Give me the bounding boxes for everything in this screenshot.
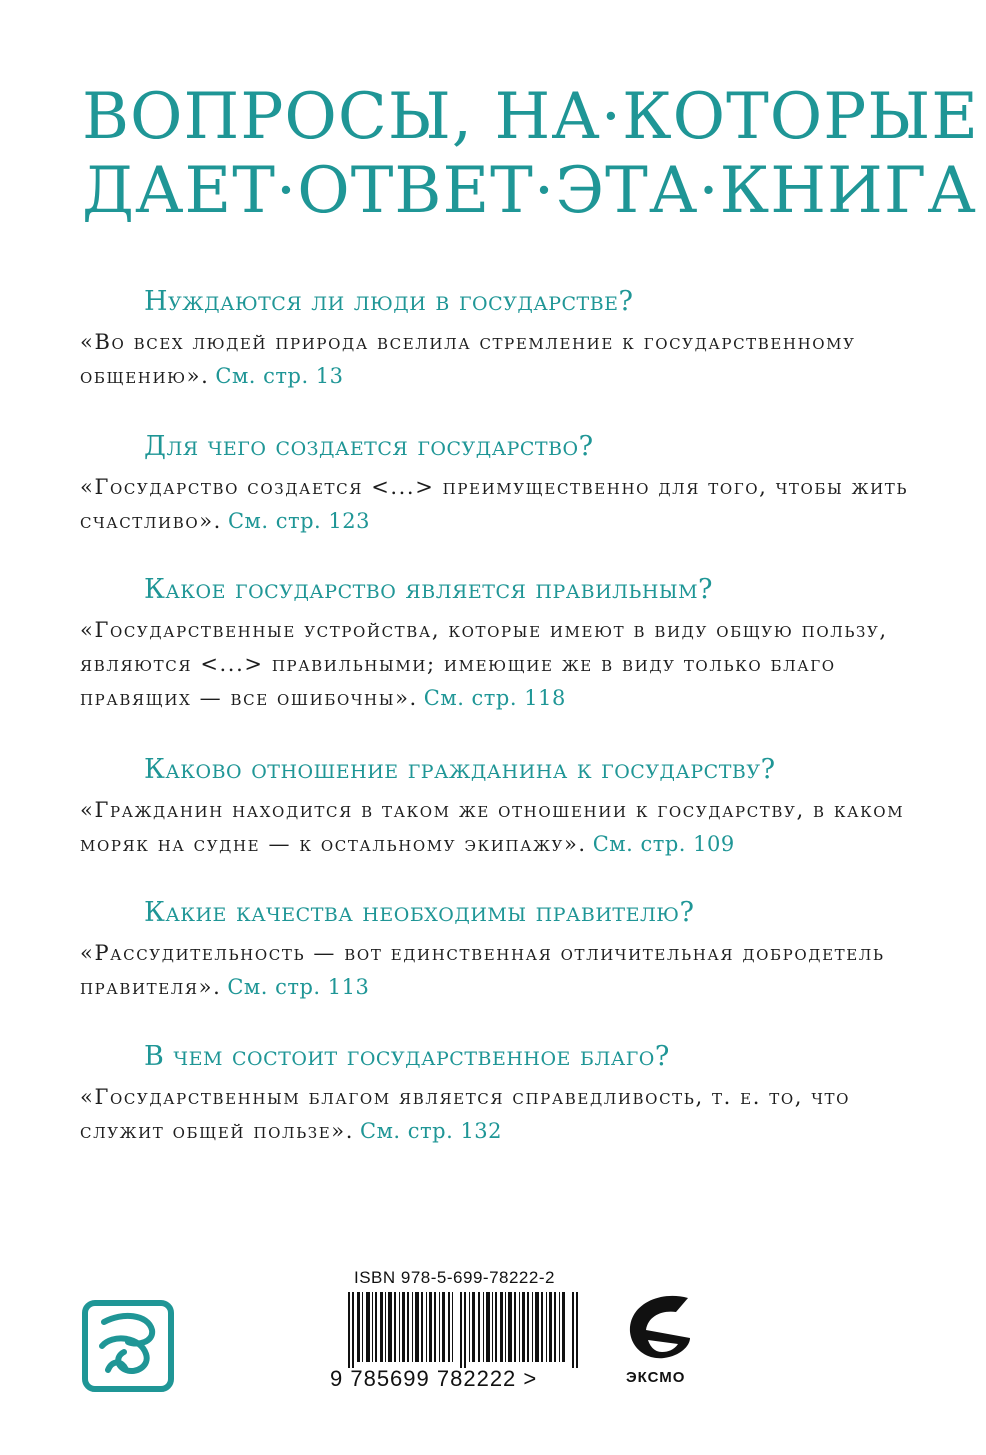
- page-reference: См. стр. 118: [423, 686, 566, 710]
- quote: [80, 470, 920, 538]
- page-title: [82, 80, 979, 228]
- quote-text: «Рассудительность — вот единственная отличительная добродетель правителя».: [80, 941, 885, 999]
- page-reference: См. стр. 13: [215, 364, 344, 388]
- qa-item-6: [80, 1040, 920, 1148]
- series-logo-icon: [82, 1300, 174, 1392]
- page-reference: См. стр. 109: [592, 832, 735, 856]
- question: Нуждаются ли люди в государстве?: [144, 286, 634, 317]
- qa-item-3: [80, 573, 920, 715]
- quote: [80, 613, 920, 715]
- page-reference: См. стр. 113: [227, 975, 370, 999]
- qa-item-4: [80, 753, 920, 861]
- quote: [80, 1080, 920, 1148]
- quote: [80, 936, 920, 1004]
- quote: [80, 325, 920, 393]
- quote-text: «Государственные устройства, которые имеют в виду общую пользу, являются <...> правильными; имеющие же в виду только благо правящих — все ошибочны».: [80, 618, 888, 710]
- question: Каково отношение гражданина к государству?: [144, 754, 776, 785]
- qa-item-1: [80, 285, 920, 393]
- question: Какое государство является правильным?: [144, 574, 714, 605]
- question: Для чего создается государство?: [144, 431, 594, 462]
- quote-text: «Государственным благом является справедливость, т. е. то, что служит общей пользе».: [80, 1085, 851, 1143]
- quote-text: «Государство создается <...> преимущественно для того, чтобы жить счастливо».: [80, 475, 909, 533]
- isbn-text: ISBN 978-5-699-78222-2: [354, 1268, 555, 1287]
- quote-text: «Во всех людей природа вселила стремление к государственному общению».: [80, 330, 856, 388]
- page-reference: См. стр. 123: [227, 509, 370, 533]
- qa-item-2: [80, 430, 920, 538]
- question: В чем состоит государственное благо?: [144, 1041, 670, 1072]
- title-line-1: ВОПРОСЫ, НА·КОТОРЫЕ: [82, 80, 979, 154]
- quote: [80, 793, 920, 861]
- title-line-2: ДАЕТ·ОТВЕТ·ЭТА·КНИГА: [82, 154, 977, 228]
- barcode-number: 9 785699 782222 >: [330, 1366, 538, 1391]
- qa-item-5: [80, 896, 920, 1004]
- barcode-block: [330, 1268, 600, 1398]
- page-reference: См. стр. 132: [360, 1119, 503, 1143]
- barcode-icon: [348, 1292, 584, 1368]
- publisher-name: ЭКСМО: [626, 1369, 686, 1386]
- question: Какие качества необходимы правителю?: [144, 897, 695, 928]
- quote-text: «Гражданин находится в таком же отношении к государству, в каком моряк на судне — к остальному экипажу».: [80, 798, 905, 856]
